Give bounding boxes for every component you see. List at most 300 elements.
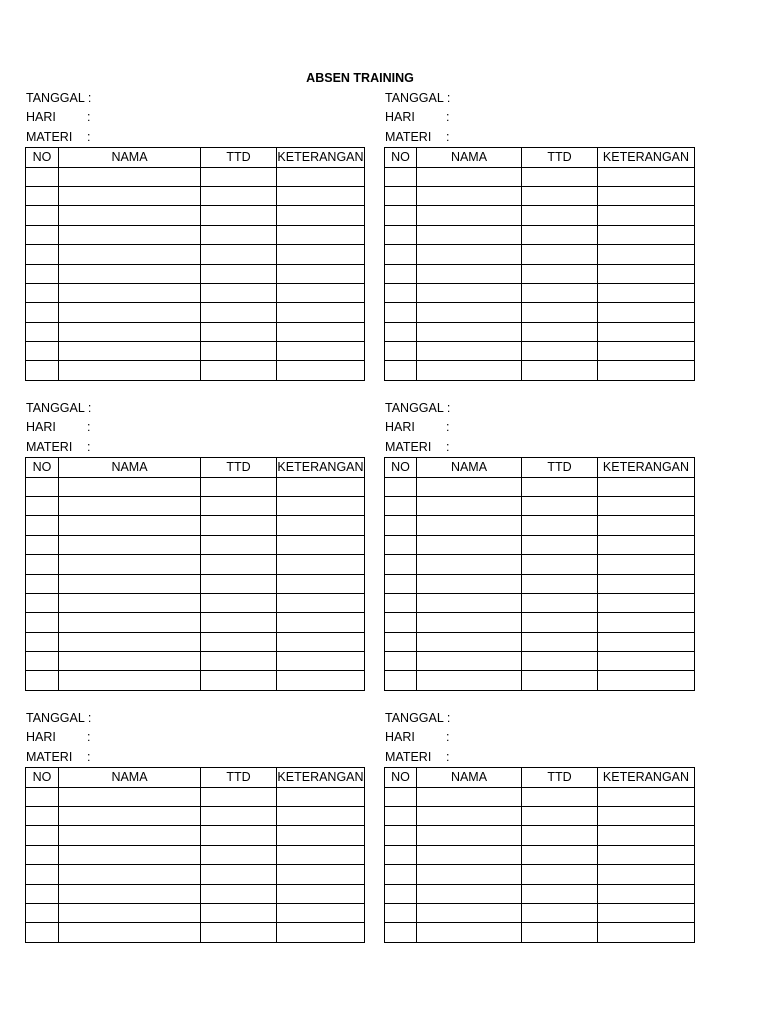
cell-ttd[interactable] bbox=[201, 264, 277, 283]
cell-keterangan[interactable] bbox=[277, 303, 365, 322]
cell-ttd[interactable] bbox=[201, 826, 277, 845]
cell-keterangan[interactable] bbox=[277, 806, 365, 825]
cell-nama[interactable] bbox=[417, 555, 522, 574]
cell-nama[interactable] bbox=[59, 652, 201, 671]
cell-ttd[interactable] bbox=[201, 206, 277, 225]
cell-no[interactable] bbox=[385, 283, 417, 302]
materi-row bbox=[384, 748, 695, 767]
column-header-ttd: TTD bbox=[522, 768, 598, 787]
cell-no[interactable] bbox=[26, 245, 59, 264]
cell-keterangan[interactable] bbox=[277, 477, 365, 496]
cell-nama[interactable] bbox=[417, 845, 522, 864]
cell-no[interactable] bbox=[26, 652, 59, 671]
cell-no[interactable] bbox=[385, 477, 417, 496]
cell-keterangan[interactable] bbox=[277, 535, 365, 554]
cell-nama[interactable] bbox=[417, 593, 522, 612]
cell-nama[interactable] bbox=[59, 574, 201, 593]
cell-ttd[interactable] bbox=[522, 671, 598, 690]
materi-label: MATERI bbox=[26, 439, 73, 454]
cell-no[interactable] bbox=[26, 225, 59, 244]
cell-keterangan[interactable] bbox=[598, 342, 695, 361]
cell-ttd[interactable] bbox=[201, 787, 277, 806]
table-row bbox=[26, 303, 365, 322]
cell-no[interactable] bbox=[385, 516, 417, 535]
cell-nama[interactable] bbox=[59, 167, 201, 186]
cell-keterangan[interactable] bbox=[598, 555, 695, 574]
table-row bbox=[385, 303, 695, 322]
cell-ttd[interactable] bbox=[522, 613, 598, 632]
cell-nama[interactable] bbox=[417, 884, 522, 903]
cell-no[interactable] bbox=[385, 632, 417, 651]
table-row bbox=[26, 826, 365, 845]
cell-no[interactable] bbox=[385, 574, 417, 593]
column-header-nama: NAMA bbox=[59, 768, 201, 787]
cell-no[interactable] bbox=[385, 555, 417, 574]
table-row bbox=[26, 787, 365, 806]
cell-ttd[interactable] bbox=[201, 555, 277, 574]
cell-ttd[interactable] bbox=[522, 342, 598, 361]
cell-nama[interactable] bbox=[417, 903, 522, 922]
cell-keterangan[interactable] bbox=[598, 303, 695, 322]
cell-keterangan[interactable] bbox=[277, 865, 365, 884]
cell-no[interactable] bbox=[385, 496, 417, 515]
materi-row bbox=[384, 438, 695, 457]
hari-row bbox=[384, 108, 695, 127]
cell-nama[interactable] bbox=[417, 225, 522, 244]
cell-nama[interactable] bbox=[59, 884, 201, 903]
cell-ttd[interactable] bbox=[201, 903, 277, 922]
cell-nama[interactable] bbox=[59, 322, 201, 341]
cell-no[interactable] bbox=[385, 186, 417, 205]
cell-nama[interactable] bbox=[417, 303, 522, 322]
cell-nama[interactable] bbox=[417, 652, 522, 671]
cell-no[interactable] bbox=[26, 361, 59, 380]
cell-nama[interactable] bbox=[59, 206, 201, 225]
hari-colon: : bbox=[446, 420, 450, 435]
cell-ttd[interactable] bbox=[522, 632, 598, 651]
cell-ttd[interactable] bbox=[201, 496, 277, 515]
cell-nama[interactable] bbox=[417, 826, 522, 845]
cell-keterangan[interactable] bbox=[598, 632, 695, 651]
table-row bbox=[385, 884, 695, 903]
cell-no[interactable] bbox=[26, 516, 59, 535]
cell-keterangan[interactable] bbox=[598, 225, 695, 244]
attendance-table bbox=[25, 147, 365, 381]
cell-keterangan[interactable] bbox=[598, 903, 695, 922]
cell-keterangan[interactable] bbox=[598, 923, 695, 942]
table-row bbox=[26, 361, 365, 380]
cell-no[interactable] bbox=[26, 826, 59, 845]
table-row bbox=[385, 845, 695, 864]
table-row bbox=[385, 555, 695, 574]
cell-nama[interactable] bbox=[417, 535, 522, 554]
cell-no[interactable] bbox=[385, 923, 417, 942]
attendance-block-5 bbox=[25, 709, 365, 943]
cell-keterangan[interactable] bbox=[277, 225, 365, 244]
cell-no[interactable] bbox=[26, 593, 59, 612]
table-row bbox=[385, 283, 695, 302]
materi-row bbox=[25, 748, 365, 767]
cell-keterangan[interactable] bbox=[598, 787, 695, 806]
cell-no[interactable] bbox=[385, 884, 417, 903]
cell-keterangan[interactable] bbox=[277, 845, 365, 864]
table-header-row bbox=[385, 148, 695, 167]
hari-label: HARI bbox=[385, 730, 415, 745]
cell-ttd[interactable] bbox=[201, 303, 277, 322]
table-row bbox=[26, 806, 365, 825]
cell-nama[interactable] bbox=[59, 593, 201, 612]
hari-label: HARI bbox=[26, 730, 56, 745]
cell-keterangan[interactable] bbox=[598, 806, 695, 825]
cell-ttd[interactable] bbox=[522, 225, 598, 244]
cell-keterangan[interactable] bbox=[598, 264, 695, 283]
cell-no[interactable] bbox=[26, 535, 59, 554]
cell-keterangan[interactable] bbox=[598, 593, 695, 612]
cell-no[interactable] bbox=[385, 593, 417, 612]
cell-nama[interactable] bbox=[59, 671, 201, 690]
table-row bbox=[26, 884, 365, 903]
cell-keterangan[interactable] bbox=[598, 671, 695, 690]
cell-ttd[interactable] bbox=[522, 555, 598, 574]
cell-nama[interactable] bbox=[417, 477, 522, 496]
tanggal-row bbox=[25, 709, 365, 728]
cell-no[interactable] bbox=[26, 574, 59, 593]
cell-ttd[interactable] bbox=[522, 186, 598, 205]
cell-nama[interactable] bbox=[417, 865, 522, 884]
cell-ttd[interactable] bbox=[201, 574, 277, 593]
cell-keterangan[interactable] bbox=[598, 283, 695, 302]
materi-label: MATERI bbox=[385, 129, 432, 144]
cell-keterangan[interactable] bbox=[277, 245, 365, 264]
cell-no[interactable] bbox=[26, 342, 59, 361]
cell-nama[interactable] bbox=[417, 496, 522, 515]
cell-ttd[interactable] bbox=[201, 322, 277, 341]
cell-ttd[interactable] bbox=[522, 322, 598, 341]
tanggal-label: TANGGAL : bbox=[385, 401, 451, 415]
cell-no[interactable] bbox=[26, 787, 59, 806]
cell-nama[interactable] bbox=[417, 264, 522, 283]
cell-ttd[interactable] bbox=[522, 477, 598, 496]
cell-nama[interactable] bbox=[59, 283, 201, 302]
cell-nama[interactable] bbox=[417, 342, 522, 361]
cell-keterangan[interactable] bbox=[277, 206, 365, 225]
cell-keterangan[interactable] bbox=[277, 613, 365, 632]
cell-no[interactable] bbox=[26, 496, 59, 515]
cell-ttd[interactable] bbox=[522, 264, 598, 283]
cell-keterangan[interactable] bbox=[277, 322, 365, 341]
cell-nama[interactable] bbox=[59, 245, 201, 264]
cell-ttd[interactable] bbox=[522, 652, 598, 671]
cell-keterangan[interactable] bbox=[277, 923, 365, 942]
cell-ttd[interactable] bbox=[522, 806, 598, 825]
cell-no[interactable] bbox=[26, 303, 59, 322]
cell-no[interactable] bbox=[385, 845, 417, 864]
cell-nama[interactable] bbox=[59, 826, 201, 845]
cell-keterangan[interactable] bbox=[277, 787, 365, 806]
cell-ttd[interactable] bbox=[522, 574, 598, 593]
cell-no[interactable] bbox=[385, 787, 417, 806]
cell-nama[interactable] bbox=[59, 845, 201, 864]
cell-ttd[interactable] bbox=[201, 361, 277, 380]
cell-nama[interactable] bbox=[417, 186, 522, 205]
table-row bbox=[385, 574, 695, 593]
column-header-nama: NAMA bbox=[59, 458, 201, 477]
cell-nama[interactable] bbox=[59, 361, 201, 380]
cell-keterangan[interactable] bbox=[598, 535, 695, 554]
cell-ttd[interactable] bbox=[201, 652, 277, 671]
table-row bbox=[26, 593, 365, 612]
cell-keterangan[interactable] bbox=[277, 826, 365, 845]
cell-ttd[interactable] bbox=[522, 923, 598, 942]
cell-keterangan[interactable] bbox=[598, 574, 695, 593]
cell-keterangan[interactable] bbox=[598, 516, 695, 535]
cell-no[interactable] bbox=[385, 303, 417, 322]
cell-nama[interactable] bbox=[59, 787, 201, 806]
cell-nama[interactable] bbox=[417, 632, 522, 651]
materi-colon: : bbox=[87, 749, 91, 764]
cell-keterangan[interactable] bbox=[277, 186, 365, 205]
materi-label: MATERI bbox=[385, 749, 432, 764]
column-header-ttd: TTD bbox=[522, 458, 598, 477]
cell-nama[interactable] bbox=[59, 923, 201, 942]
column-header-no: NO bbox=[26, 768, 59, 787]
table-row bbox=[385, 671, 695, 690]
cell-ttd[interactable] bbox=[522, 303, 598, 322]
cell-ttd[interactable] bbox=[201, 613, 277, 632]
cell-ttd[interactable] bbox=[201, 535, 277, 554]
cell-ttd[interactable] bbox=[201, 865, 277, 884]
table-row bbox=[385, 923, 695, 942]
column-header-nama: NAMA bbox=[417, 148, 522, 167]
cell-nama[interactable] bbox=[59, 613, 201, 632]
cell-ttd[interactable] bbox=[201, 477, 277, 496]
cell-keterangan[interactable] bbox=[277, 903, 365, 922]
cell-keterangan[interactable] bbox=[598, 845, 695, 864]
cell-ttd[interactable] bbox=[201, 593, 277, 612]
column-header-nama: NAMA bbox=[417, 768, 522, 787]
cell-keterangan[interactable] bbox=[277, 652, 365, 671]
cell-nama[interactable] bbox=[417, 574, 522, 593]
table-row bbox=[385, 516, 695, 535]
cell-no[interactable] bbox=[26, 283, 59, 302]
cell-no[interactable] bbox=[385, 652, 417, 671]
cell-nama[interactable] bbox=[59, 496, 201, 515]
cell-ttd[interactable] bbox=[522, 865, 598, 884]
table-row bbox=[26, 671, 365, 690]
cell-no[interactable] bbox=[26, 884, 59, 903]
cell-nama[interactable] bbox=[417, 806, 522, 825]
cell-ttd[interactable] bbox=[522, 283, 598, 302]
cell-keterangan[interactable] bbox=[598, 206, 695, 225]
cell-no[interactable] bbox=[26, 322, 59, 341]
cell-ttd[interactable] bbox=[201, 516, 277, 535]
cell-no[interactable] bbox=[385, 322, 417, 341]
table-row bbox=[385, 225, 695, 244]
cell-no[interactable] bbox=[385, 361, 417, 380]
table-row bbox=[26, 167, 365, 186]
cell-no[interactable] bbox=[385, 206, 417, 225]
cell-ttd[interactable] bbox=[522, 535, 598, 554]
cell-no[interactable] bbox=[26, 477, 59, 496]
cell-nama[interactable] bbox=[417, 206, 522, 225]
tanggal-row bbox=[25, 399, 365, 418]
cell-keterangan[interactable] bbox=[598, 477, 695, 496]
cell-ttd[interactable] bbox=[522, 496, 598, 515]
cell-nama[interactable] bbox=[59, 806, 201, 825]
cell-nama[interactable] bbox=[59, 264, 201, 283]
cell-ttd[interactable] bbox=[201, 225, 277, 244]
table-row bbox=[385, 245, 695, 264]
cell-no[interactable] bbox=[26, 806, 59, 825]
cell-nama[interactable] bbox=[417, 613, 522, 632]
materi-colon: : bbox=[446, 439, 450, 454]
table-row bbox=[385, 342, 695, 361]
cell-nama[interactable] bbox=[59, 516, 201, 535]
cell-ttd[interactable] bbox=[201, 186, 277, 205]
cell-nama[interactable] bbox=[59, 303, 201, 322]
hari-colon: : bbox=[446, 730, 450, 745]
table-row bbox=[26, 477, 365, 496]
cell-no[interactable] bbox=[26, 186, 59, 205]
cell-no[interactable] bbox=[26, 206, 59, 225]
tanggal-label: TANGGAL : bbox=[385, 91, 451, 105]
cell-ttd[interactable] bbox=[522, 361, 598, 380]
cell-keterangan[interactable] bbox=[598, 245, 695, 264]
cell-keterangan[interactable] bbox=[598, 496, 695, 515]
cell-nama[interactable] bbox=[59, 535, 201, 554]
cell-nama[interactable] bbox=[59, 477, 201, 496]
attendance-table bbox=[384, 457, 695, 691]
cell-ttd[interactable] bbox=[522, 245, 598, 264]
cell-nama[interactable] bbox=[59, 342, 201, 361]
cell-no[interactable] bbox=[385, 671, 417, 690]
cell-keterangan[interactable] bbox=[277, 283, 365, 302]
cell-ttd[interactable] bbox=[522, 845, 598, 864]
cell-nama[interactable] bbox=[59, 903, 201, 922]
cell-ttd[interactable] bbox=[522, 787, 598, 806]
cell-nama[interactable] bbox=[417, 361, 522, 380]
cell-nama[interactable] bbox=[417, 167, 522, 186]
cell-nama[interactable] bbox=[59, 555, 201, 574]
cell-ttd[interactable] bbox=[201, 342, 277, 361]
table-row bbox=[385, 787, 695, 806]
cell-keterangan[interactable] bbox=[598, 613, 695, 632]
cell-no[interactable] bbox=[26, 845, 59, 864]
cell-keterangan[interactable] bbox=[277, 555, 365, 574]
table-row bbox=[385, 477, 695, 496]
table-row bbox=[385, 186, 695, 205]
cell-no[interactable] bbox=[26, 903, 59, 922]
materi-colon: : bbox=[446, 749, 450, 764]
cell-nama[interactable] bbox=[59, 225, 201, 244]
cell-keterangan[interactable] bbox=[277, 884, 365, 903]
cell-ttd[interactable] bbox=[201, 923, 277, 942]
cell-no[interactable] bbox=[385, 167, 417, 186]
cell-keterangan[interactable] bbox=[277, 516, 365, 535]
cell-no[interactable] bbox=[385, 806, 417, 825]
cell-nama[interactable] bbox=[417, 245, 522, 264]
cell-no[interactable] bbox=[385, 826, 417, 845]
cell-keterangan[interactable] bbox=[598, 186, 695, 205]
cell-ttd[interactable] bbox=[201, 845, 277, 864]
cell-keterangan[interactable] bbox=[277, 632, 365, 651]
cell-keterangan[interactable] bbox=[598, 865, 695, 884]
cell-no[interactable] bbox=[385, 903, 417, 922]
cell-no[interactable] bbox=[26, 555, 59, 574]
table-header-row bbox=[385, 768, 695, 787]
cell-ttd[interactable] bbox=[201, 283, 277, 302]
cell-no[interactable] bbox=[385, 245, 417, 264]
cell-no[interactable] bbox=[385, 613, 417, 632]
cell-keterangan[interactable] bbox=[598, 884, 695, 903]
cell-keterangan[interactable] bbox=[598, 652, 695, 671]
cell-nama[interactable] bbox=[59, 865, 201, 884]
cell-keterangan[interactable] bbox=[598, 167, 695, 186]
cell-nama[interactable] bbox=[417, 787, 522, 806]
cell-no[interactable] bbox=[26, 632, 59, 651]
table-row bbox=[26, 632, 365, 651]
cell-keterangan[interactable] bbox=[277, 361, 365, 380]
cell-ttd[interactable] bbox=[201, 245, 277, 264]
cell-no[interactable] bbox=[385, 865, 417, 884]
cell-keterangan[interactable] bbox=[277, 671, 365, 690]
cell-nama[interactable] bbox=[59, 632, 201, 651]
cell-ttd[interactable] bbox=[522, 826, 598, 845]
cell-keterangan[interactable] bbox=[277, 264, 365, 283]
cell-no[interactable] bbox=[26, 923, 59, 942]
cell-no[interactable] bbox=[26, 264, 59, 283]
cell-ttd[interactable] bbox=[522, 903, 598, 922]
cell-ttd[interactable] bbox=[522, 593, 598, 612]
cell-no[interactable] bbox=[26, 167, 59, 186]
cell-no[interactable] bbox=[26, 865, 59, 884]
cell-ttd[interactable] bbox=[522, 206, 598, 225]
cell-ttd[interactable] bbox=[522, 516, 598, 535]
cell-ttd[interactable] bbox=[201, 671, 277, 690]
cell-nama[interactable] bbox=[417, 516, 522, 535]
cell-no[interactable] bbox=[26, 671, 59, 690]
cell-keterangan[interactable] bbox=[277, 496, 365, 515]
table-row bbox=[26, 865, 365, 884]
cell-ttd[interactable] bbox=[201, 884, 277, 903]
cell-nama[interactable] bbox=[59, 186, 201, 205]
cell-ttd[interactable] bbox=[201, 632, 277, 651]
cell-keterangan[interactable] bbox=[598, 361, 695, 380]
cell-no[interactable] bbox=[385, 225, 417, 244]
cell-nama[interactable] bbox=[417, 923, 522, 942]
cell-nama[interactable] bbox=[417, 283, 522, 302]
cell-keterangan[interactable] bbox=[277, 593, 365, 612]
cell-ttd[interactable] bbox=[522, 884, 598, 903]
cell-keterangan[interactable] bbox=[598, 322, 695, 341]
cell-keterangan[interactable] bbox=[277, 167, 365, 186]
cell-keterangan[interactable] bbox=[277, 342, 365, 361]
cell-ttd[interactable] bbox=[201, 167, 277, 186]
cell-nama[interactable] bbox=[417, 322, 522, 341]
materi-colon: : bbox=[446, 129, 450, 144]
column-header-no: NO bbox=[26, 458, 59, 477]
table-row bbox=[26, 535, 365, 554]
cell-no[interactable] bbox=[385, 535, 417, 554]
cell-keterangan[interactable] bbox=[598, 826, 695, 845]
cell-no[interactable] bbox=[26, 613, 59, 632]
cell-no[interactable] bbox=[385, 264, 417, 283]
cell-nama[interactable] bbox=[417, 671, 522, 690]
cell-ttd[interactable] bbox=[522, 167, 598, 186]
cell-keterangan[interactable] bbox=[277, 574, 365, 593]
cell-no[interactable] bbox=[385, 342, 417, 361]
cell-ttd[interactable] bbox=[201, 806, 277, 825]
